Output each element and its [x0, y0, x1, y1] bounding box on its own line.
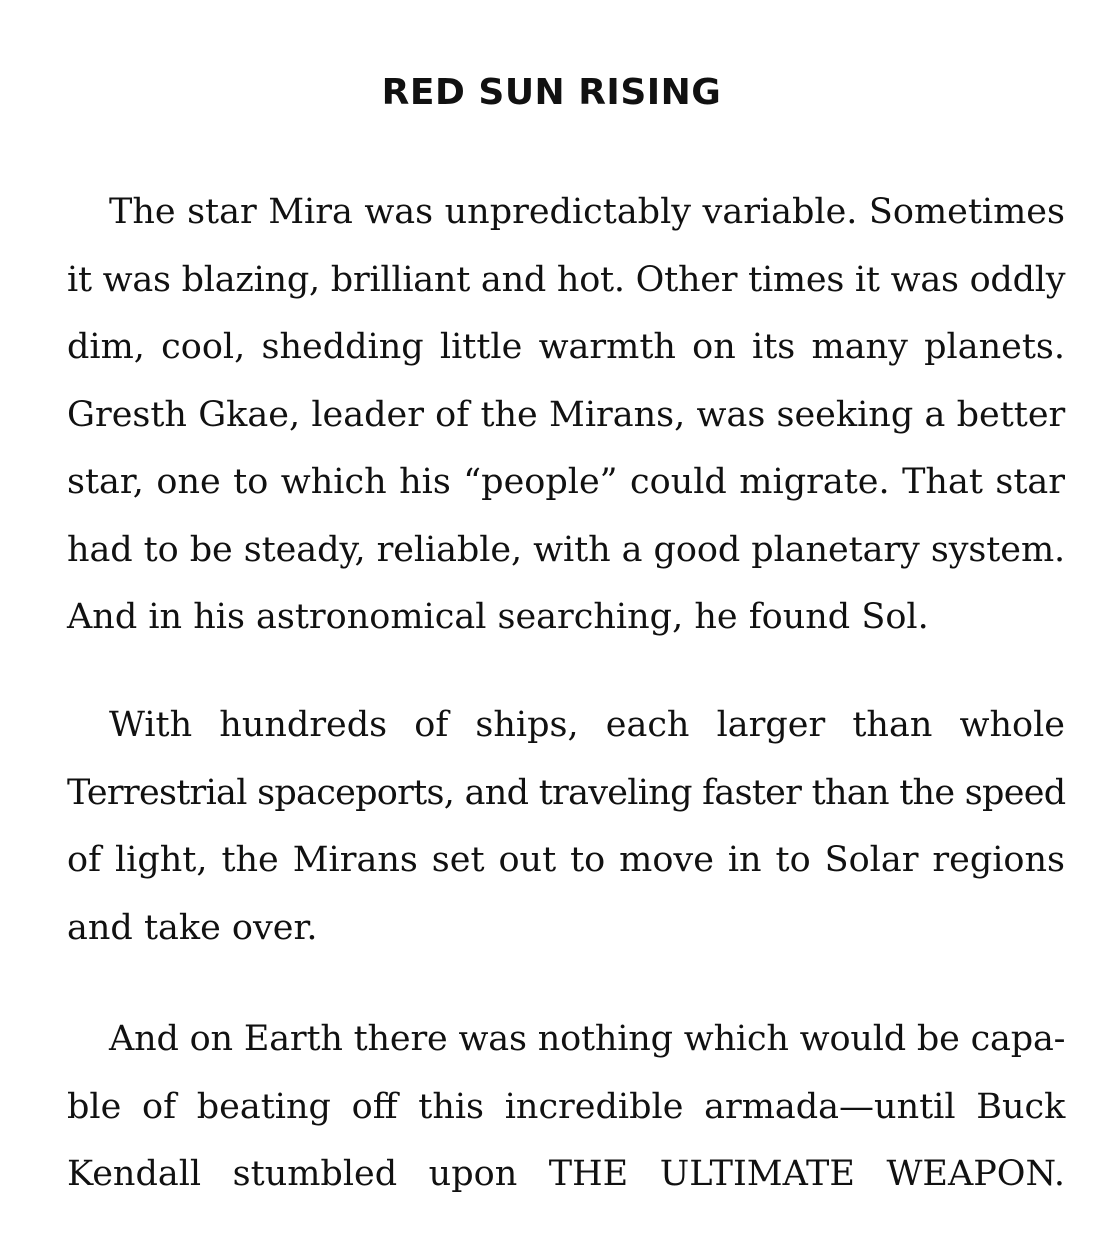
text-line: star, one to which his “people” could migrate. That star [67, 462, 1065, 502]
paragraph-3 [25, 1006, 1065, 1209]
text-line: Gresth Gkae, leader of the Mirans, was seeking a better [67, 394, 1066, 435]
text-line: With hundreds of ships, each larger than whole [109, 705, 1065, 745]
text-line: of light, the Mirans set out to move in to Solar regions [67, 840, 1066, 880]
paragraph-1 [25, 179, 1065, 652]
text-line: And in his astronomical searching, he found Sol. [67, 597, 929, 637]
text-line: And on Earth there was nothing which would be capa- [109, 1019, 1066, 1059]
text-line: dim, cool, shedding little warmth on its many planets. [67, 327, 1065, 367]
text-line: Kendall stumbled upon THE ULTIMATE WEAPON. [67, 1154, 1065, 1194]
text-line: ble of beating off this incredible armada—until Buck [67, 1086, 1066, 1127]
text-line: had to be steady, reliable, with a good planetary system. [67, 529, 1066, 570]
page-title: RED SUN RISING [381, 72, 722, 113]
text-line: and take over. [67, 907, 318, 948]
text-line: The star Mira was unpredictably variable. Sometimes [109, 192, 1065, 232]
text-line: Terrestrial spaceports, and traveling faster than the speed [67, 772, 1066, 813]
paragraph-2 [25, 692, 1065, 962]
text-line: it was blazing, brilliant and hot. Other times it was oddly [67, 259, 1066, 300]
